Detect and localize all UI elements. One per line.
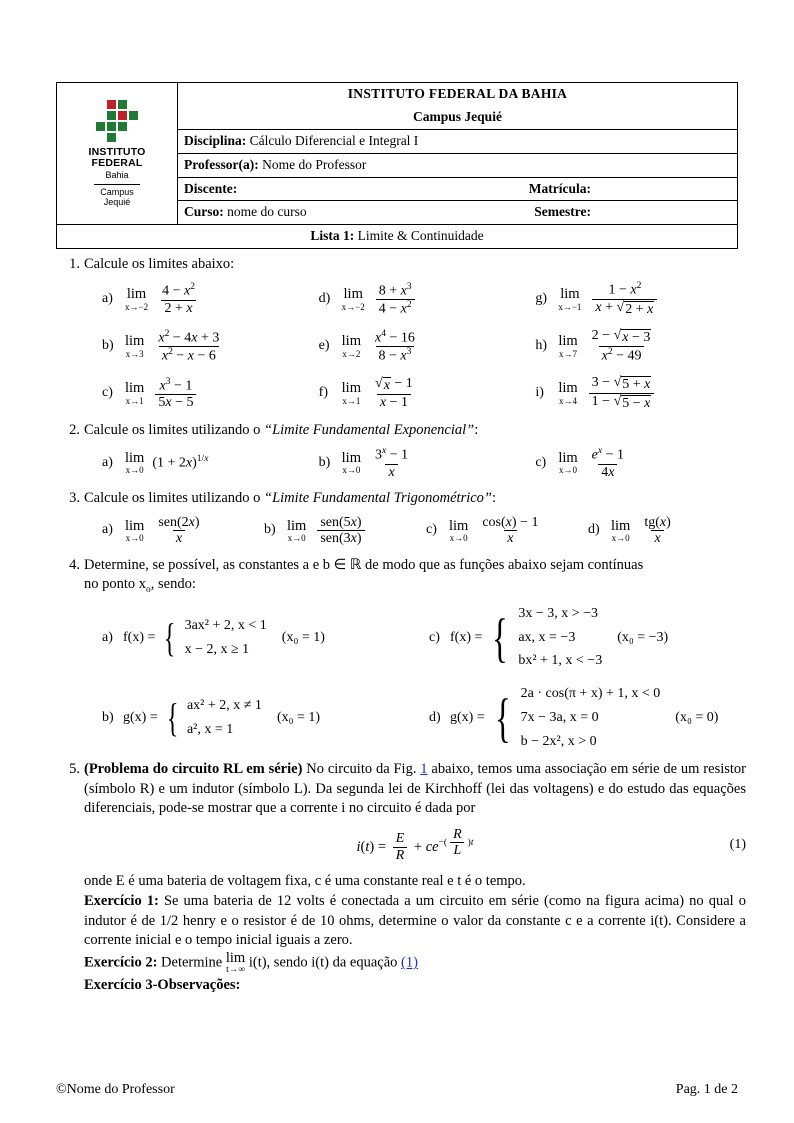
- q1-c-fraction: $\frac{x^3 - 1}{5x - 5}$: [155, 377, 196, 411]
- q1-item-i: [535, 375, 746, 411]
- row-disciplina: [178, 129, 738, 153]
- q3-a-limit: lim x→0: [125, 517, 145, 544]
- q5-ex2-limit: lim t→∞: [225, 950, 246, 975]
- question-3: [84, 489, 746, 547]
- figure-link[interactable]: 1: [420, 761, 428, 778]
- q1-b-label: b): [102, 338, 114, 354]
- label-curso: Curso:: [184, 204, 224, 220]
- question-3-items: [102, 515, 746, 547]
- q1-item-g: [535, 281, 746, 317]
- q3-d-label: d): [588, 522, 600, 538]
- value-disciplina: Cálculo Diferencial e Integral I: [249, 132, 419, 148]
- q1-d-limit: lim x→−2: [341, 286, 365, 312]
- q4-c-label: c): [429, 629, 440, 645]
- q3-item-b: [264, 515, 422, 547]
- q4-c-line2: ax, x = −3: [518, 629, 576, 645]
- label-professor: Professor(a):: [184, 156, 259, 172]
- q4-item-a: [102, 605, 419, 671]
- q5-exercise-1: [84, 892, 746, 950]
- campus-title: Campus Jequié: [178, 106, 738, 129]
- q1-f-limit: lim x→1: [341, 380, 361, 406]
- question-2-stem-pre: Calcule os limites utilizando o: [84, 421, 265, 438]
- q5-p1b: abaixo, temos uma associação em série de um resistor (símbolo R) e um indutor (símbolo L). Da segunda lei de Kirchhoff (lei das voltagens) e do estudo das equações diferenciais, pode-se mostrar que a corrente i no circuito é dada por: [84, 761, 746, 817]
- footer-page-number: Pag. 1 de 2: [675, 1082, 738, 1097]
- page-footer: [56, 1082, 738, 1098]
- q4-a-label: a): [102, 629, 113, 645]
- q1-i-limit: lim x→4: [558, 380, 578, 406]
- equation-link[interactable]: (1): [401, 954, 418, 971]
- q1-i-label: i): [535, 385, 544, 401]
- q4-c-piecewise: f(x) = { 3x − 3, x > −3 ax, x = −3 bx² + 1, x < −3 (x₀ = −3): [450, 605, 668, 671]
- question-4-stem-sub: o: [146, 585, 151, 596]
- q4-b-line2: a², x = 1: [186, 721, 234, 737]
- q4-b-piecewise: g(x) = { ax² + 2, x ≠ 1 a², x = 1 (x₀ = 1): [123, 695, 321, 741]
- q1-b-fraction: $\frac{x^2 - 4x + 3}{x^2 - x - 6}$: [158, 328, 220, 364]
- q1-f-fraction: √ x − 1 x − 1: [375, 376, 413, 411]
- header-block: [56, 82, 738, 249]
- q2-b-limit: lim x→0: [341, 449, 361, 476]
- q1-item-d: [319, 281, 530, 317]
- q1-d-fraction: $\frac{8 + x^3}{4 - x^2}$: [376, 282, 415, 318]
- ifba-logo-icon: [96, 100, 138, 142]
- q4-d-line3: b − 2x², x > 0: [520, 733, 597, 749]
- q1-g-limit: lim x→−1: [558, 286, 582, 312]
- row-curso: [178, 201, 738, 225]
- q1-e-label: e): [318, 338, 330, 354]
- q5-exercise-2: [84, 951, 746, 975]
- q4-d-line2: 7x − 3a, x = 0: [520, 709, 599, 725]
- q2-c-label: c): [535, 454, 547, 470]
- q4-b-label: b): [102, 709, 114, 725]
- q1-item-e: [319, 328, 530, 364]
- logo-campus-line1: Campus: [100, 186, 134, 197]
- question-2-stem-post: :: [474, 421, 479, 438]
- q3-b-label: b): [264, 522, 276, 538]
- label-matricula: Matrícula:: [528, 180, 591, 196]
- logo-campus-line2: Jequié: [103, 197, 131, 208]
- logo-name-line1: INSTITUTO: [88, 145, 146, 158]
- q4-item-c: [429, 605, 746, 671]
- question-2-stem-em: “Limite Fundamental Exponencial”: [264, 421, 475, 438]
- q1-item-c: [102, 375, 313, 411]
- q1-f-label: f): [318, 385, 328, 401]
- q4-c-cond: (x₀ = −3): [617, 629, 669, 645]
- q3-item-c: [426, 515, 584, 547]
- q4-b-fname: g(x) =: [123, 709, 158, 725]
- question-4-items: [102, 605, 746, 752]
- q1-a-label: a): [102, 291, 113, 307]
- label-discente: Discente:: [184, 180, 238, 196]
- q4-d-cond: (x₀ = 0): [675, 709, 719, 725]
- q5-ex2-limit-sub: t→∞: [226, 964, 245, 975]
- q5-ex2-label: Exercício 2:: [84, 954, 158, 971]
- q3-b-limit: lim x→0: [287, 517, 307, 544]
- label-semestre: Semestre:: [534, 204, 591, 220]
- question-1: [84, 255, 746, 412]
- q3-c-fraction: $\frac{\cos(x) - 1}{x}$: [482, 514, 539, 547]
- q3-item-d: [588, 515, 746, 547]
- question-2: [84, 421, 746, 480]
- q1-e-fraction: $\frac{x^4 - 16}{8 - x^3}$: [375, 328, 415, 364]
- q2-a-limit: lim x→0: [125, 449, 145, 476]
- q5-ex2-text-a: Determine: [157, 954, 226, 971]
- label-disciplina: Disciplina:: [184, 132, 247, 148]
- q4-item-d: [429, 685, 746, 751]
- q3-d-limit: lim x→0: [611, 517, 631, 544]
- q4-d-piecewise: g(x) = { 2a · cos(π + x) + 1, x < 0 7x − 3a, x = 0 b − 2x², x > 0 (x₀ = 0): [450, 685, 718, 751]
- q2-b-label: b): [318, 454, 331, 470]
- q1-c-label: c): [102, 385, 113, 401]
- q2-item-c: [535, 446, 746, 480]
- q2-item-a: [102, 446, 313, 480]
- q3-c-limit: lim x→0: [449, 517, 469, 544]
- q5-equation: i(t) = $\frac{E}{R}$ + $ce^{-( \frac{R}{L} )t}$: [356, 826, 474, 864]
- row-lista: [57, 225, 738, 249]
- q1-c-limit: lim x→1: [125, 380, 145, 406]
- q1-d-label: d): [318, 291, 331, 307]
- q4-a-piecewise: f(x) = { 3ax² + 2, x < 1 x − 2, x ≥ 1 (x₀ = 1): [123, 615, 325, 661]
- q3-item-a: [102, 515, 260, 547]
- institution-logo: [57, 83, 178, 225]
- logo-name-line2: FEDERAL: [91, 156, 143, 169]
- header-table: [56, 82, 738, 249]
- q4-d-line1: 2a · cos(π + x) + 1, x < 0: [520, 686, 661, 702]
- value-lista: Limite & Continuidade: [357, 228, 484, 244]
- exercise-list: [56, 255, 746, 1005]
- q2-a-expr: $(1 + 2x)^{1/x}$: [152, 453, 209, 471]
- question-1-items: [102, 281, 746, 411]
- q5-ex3-label: Exercício 3-Observações:: [84, 977, 241, 994]
- q3-b-fraction: $\frac{\text{sen(5x)}}{\text{sen(3x)}}$: [317, 515, 364, 547]
- q1-b-limit: lim x→3: [125, 333, 145, 359]
- value-professor: Nome do Professor: [262, 156, 367, 172]
- q5-ex1-label: Exercício 1:: [84, 893, 159, 910]
- q1-g-label: g): [535, 291, 547, 307]
- q1-e-limit: lim x→2: [341, 333, 361, 359]
- q5-equation-number: (1): [729, 836, 746, 852]
- q2-c-fraction: $\frac{e^x - 1}{4x}$: [591, 446, 625, 480]
- q5-paragraph-1: [84, 760, 746, 818]
- q4-c-line1: 3x − 3, x > −3: [518, 605, 598, 621]
- institution-title: INSTITUTO FEDERAL DA BAHIA: [178, 83, 738, 106]
- q1-item-h: [535, 328, 746, 364]
- q5-title: (Problema do circuito RL em série): [84, 761, 303, 778]
- q4-a-cond: (x₀ = 1): [281, 629, 325, 645]
- question-3-stem-em: “Limite Fundamental Trigonométrico”: [264, 490, 493, 507]
- q5-ex1-text: Se uma bateria de 12 volts é conectada a um circuito em série (como na figura acima) no qual o indutor é de 1/2 henry e o resistor é de 10 ohms, determine o valor da constante c e a corrente i(t). Considere a corrente inicial e o tempo inicial iguais a zero.: [84, 893, 746, 949]
- q1-g-fraction: $1 - x^2$ x + √ 2 + x: [592, 281, 657, 317]
- q1-item-b: [102, 328, 313, 364]
- logo-divider: [94, 184, 140, 185]
- row-professor: [178, 153, 738, 177]
- q1-h-fraction: 2 − √ x − 3 $x^2 - 49$: [591, 328, 651, 364]
- q4-b-line1: ax² + 2, x ≠ 1: [186, 698, 262, 714]
- q3-d-fraction: $\frac{tg(x)}{x}$: [644, 514, 671, 547]
- question-4: [84, 556, 746, 752]
- q4-a-line1: 3ax² + 2, x < 1: [184, 617, 267, 633]
- q5-after-equation: onde E é uma bateria de voltagem fixa, c é uma constante real e t é o tempo.: [84, 872, 526, 889]
- q1-item-a: [102, 281, 313, 317]
- question-4-stem-line2b: , sendo:: [150, 576, 196, 593]
- question-3-stem-pre: Calcule os limites utilizando o: [84, 490, 265, 507]
- q2-a-label: a): [102, 454, 113, 470]
- q1-h-label: h): [535, 338, 547, 354]
- q3-a-label: a): [102, 522, 113, 538]
- question-2-items: [102, 446, 746, 480]
- q2-item-b: [319, 446, 530, 480]
- q1-a-limit: lim x→−2: [125, 286, 149, 312]
- q3-c-label: c): [426, 522, 437, 538]
- q4-c-fname: f(x) =: [450, 629, 483, 645]
- q4-a-fname: f(x) =: [123, 629, 156, 645]
- q5-exercise-3: [84, 976, 746, 995]
- q5-equation-row: [84, 827, 746, 864]
- row-discente: [178, 177, 738, 201]
- q1-a-fraction: $\frac{4 - x^2}{2 + x}$: [162, 282, 195, 316]
- q1-item-f: [319, 375, 530, 411]
- q5-p1a: No circuito da Fig.: [302, 761, 421, 778]
- question-4-stem-line1: Determine, se possível, as constantes a e b ∈ ℝ de modo que as funções abaixo sejam contínuas: [84, 556, 644, 573]
- q3-a-fraction: $\frac{\text{sen(2x)}}{x}$: [158, 514, 200, 547]
- label-lista: Lista 1:: [310, 228, 355, 244]
- q4-b-cond: (x₀ = 1): [276, 709, 321, 725]
- question-1-stem: Calcule os limites abaixo:: [84, 256, 235, 272]
- question-3-stem-post: :: [492, 490, 497, 507]
- question-5: [84, 760, 746, 995]
- footer-copyright: ©Nome do Professor: [56, 1082, 175, 1097]
- value-curso: nome do curso: [227, 204, 307, 220]
- q4-item-b: [102, 685, 419, 751]
- q4-a-line2: x − 2, x ≥ 1: [184, 641, 250, 657]
- q2-c-limit: lim x→0: [558, 449, 578, 476]
- q4-d-label: d): [429, 709, 441, 725]
- q2-b-fraction: $\frac{3^x - 1}{x}$: [375, 446, 409, 480]
- q1-i-fraction: 3 − √ 5 + x 1 − √ 5 − x: [589, 375, 655, 411]
- q5-ex2-text-b: i(t), sendo i(t) da equação: [245, 954, 402, 971]
- logo-state: Bahia: [105, 169, 129, 180]
- q4-c-line3: bx² + 1, x < −3: [518, 653, 603, 669]
- question-4-stem-line2: no ponto x: [84, 576, 147, 593]
- q4-d-fname: g(x) =: [450, 709, 485, 725]
- q1-h-limit: lim x→7: [558, 333, 578, 359]
